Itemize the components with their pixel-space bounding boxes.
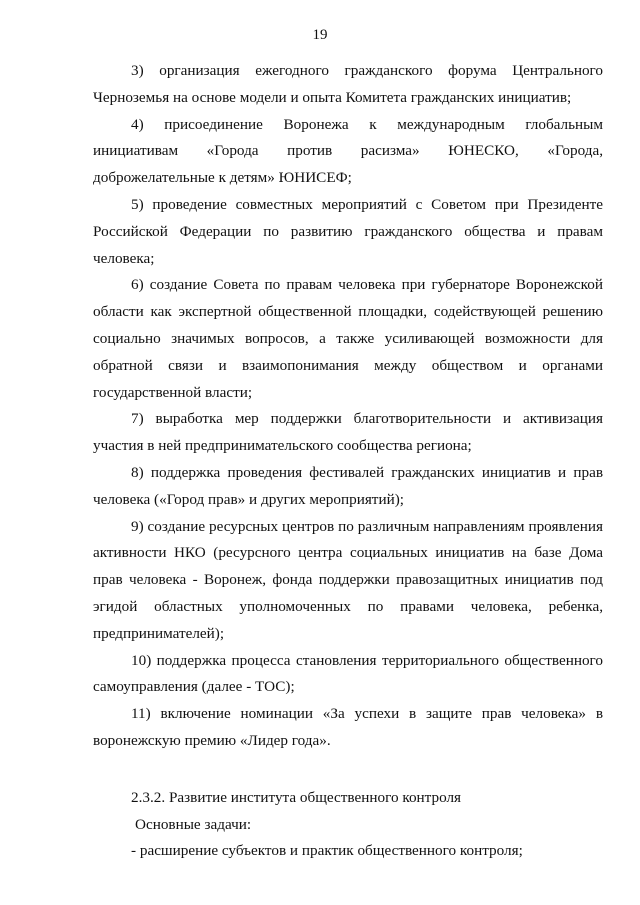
list-item: - расширение субъектов и практик общественного контроля; <box>131 842 523 860</box>
section-heading: 2.3.2. Развитие института общественного контроля <box>131 788 462 806</box>
paragraph-item-4: 4) присоединение Воронежа к международным глобальным инициативам «Города против расизма» ЮНЕСКО, «Города, доброжелательные к детям» ЮНИСЕФ; <box>93 115 603 187</box>
paragraph-item-10: 10) поддержка процесса становления территориального общественного самоуправления (далее - ТОС); <box>93 651 603 696</box>
paragraph-item-8: 8) поддержка проведения фестивалей гражданских инициатив и прав человека («Город прав» и других мероприятий); <box>93 463 603 508</box>
body-text <box>93 58 603 865</box>
paragraph-item-11: 11) включение номинации «За успехи в защите прав человека» в воронежскую премию «Лидер года». <box>93 705 603 749</box>
paragraph-item-6: 6) создание Совета по правам человека при губернаторе Воронежской области как экспертной общественной площадки, содействующей решению социально значимых вопросов, а также усиливающей возможности для обратной связи и взаимопонимания между обществом и органами государственной власти; <box>93 276 603 401</box>
sub-heading: Основные задачи: <box>135 815 252 833</box>
paragraph-item-3: 3) организация ежегодного гражданского форума Центрального Черноземья на основе модели и опыта Комитета гражданских инициатив; <box>93 62 603 106</box>
paragraph-item-5: 5) проведение совместных мероприятий с Советом при Президенте Российской Федерации по развитию гражданского общества и правам человека; <box>93 195 603 267</box>
page-number: 19 <box>312 27 328 43</box>
paragraph-item-9: 9) создание ресурсных центров по различным направлениям проявления активности НКО (ресурсного центра социальных инициатив на базе Дома прав человека - Воронеж, фонда поддержки правозащитных инициатив под эгидой областных уполномоченных по правами человека, ребенка, предпринимателей); <box>93 517 603 642</box>
paragraph-item-7: 7) выработка мер поддержки благотворительности и активизация участия в ней предпринимательского сообщества региона; <box>93 410 603 455</box>
